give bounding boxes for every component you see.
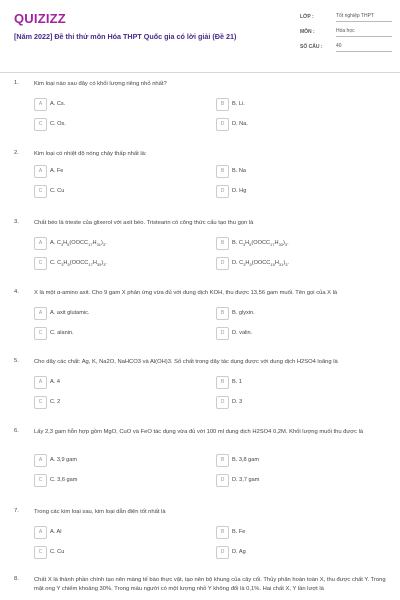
meta-label: SỐ CÂU : bbox=[300, 44, 323, 50]
option-letter-box: D bbox=[216, 118, 229, 131]
option-letter-box: B bbox=[216, 376, 229, 389]
meta-row-question-count bbox=[300, 44, 392, 59]
answer-option-d[interactable] bbox=[216, 474, 386, 487]
option-letter-box: A bbox=[34, 98, 47, 111]
answer-option-d[interactable] bbox=[216, 257, 386, 270]
option-letter-box: A bbox=[34, 376, 47, 389]
option-text: C. 2 bbox=[50, 399, 61, 405]
option-text: A. Cs. bbox=[50, 101, 66, 107]
option-letter-box: C bbox=[34, 118, 47, 131]
question-number: 7. bbox=[14, 508, 19, 514]
answer-option-c[interactable] bbox=[34, 257, 204, 270]
answer-option-b[interactable] bbox=[216, 376, 386, 389]
question-number: 8. bbox=[14, 576, 19, 582]
option-letter-box: B bbox=[216, 526, 229, 539]
option-text: C. $C_3H_5(OOCC_{17}H_{35})_3$. bbox=[50, 260, 107, 268]
option-letter-box: B bbox=[216, 165, 229, 178]
answer-option-c[interactable] bbox=[34, 327, 204, 340]
answer-option-d[interactable] bbox=[216, 118, 386, 131]
option-text: A. $C_3H_5(OOCC_{17}H_{31})_3$. bbox=[50, 240, 107, 248]
option-text: B. Fe bbox=[232, 529, 246, 535]
option-letter-box: B bbox=[216, 307, 229, 320]
option-letter-box: A bbox=[34, 454, 47, 467]
meta-row-class bbox=[300, 14, 392, 29]
question-number: 1. bbox=[14, 80, 19, 86]
option-text: C. Cu bbox=[50, 188, 65, 194]
answer-option-d[interactable] bbox=[216, 396, 386, 409]
option-text: B. $C_3H_5(OOCC_{17}H_{33})_3$. bbox=[232, 240, 289, 248]
option-text: D. Na. bbox=[232, 121, 248, 127]
worksheet-meta bbox=[300, 14, 392, 59]
option-text: A. 4 bbox=[50, 379, 60, 385]
option-text: A. axit glutamic. bbox=[50, 310, 90, 316]
meta-label: MÔN : bbox=[300, 29, 315, 35]
option-letter-box: D bbox=[216, 185, 229, 198]
answer-option-c[interactable] bbox=[34, 546, 204, 559]
option-text: D. 3 bbox=[232, 399, 243, 405]
quizizz-logo: QUIZIZZ bbox=[14, 11, 66, 26]
question-text: Cho dãy các chất: Ag, K, Na2O, NaHCO3 và Al(OH)3. Số chất trong dãy tác dụng được với dung dịch H2SO4 loãng là bbox=[34, 359, 338, 365]
question-text: Lấy 2,3 gam hỗn hợp gồm MgO, CuO và FeO tác dụng vừa đủ với 100 ml dung dịch H2SO4 0,2M. Khối lượng muối thu được là bbox=[34, 429, 364, 435]
question-number: 4. bbox=[14, 289, 19, 295]
answer-option-c[interactable] bbox=[34, 185, 204, 198]
worksheet-header bbox=[0, 0, 400, 72]
meta-value: 40 bbox=[336, 43, 392, 52]
option-letter-box: C bbox=[34, 327, 47, 340]
option-letter-box: A bbox=[34, 165, 47, 178]
option-text: D. 3,7 gam bbox=[232, 477, 260, 483]
question-text: Trong các kim loại sau, kim loại dẫn điện tốt nhất là bbox=[34, 509, 166, 515]
option-letter-box: D bbox=[216, 257, 229, 270]
option-text: A. Fe bbox=[50, 168, 64, 174]
option-text: B. Na bbox=[232, 168, 246, 174]
question-text: Kim loại nào sau đây có khối lượng riêng nhỏ nhất? bbox=[34, 81, 167, 87]
option-letter-box: B bbox=[216, 98, 229, 111]
option-text: D. Ag bbox=[232, 549, 246, 555]
option-letter-box: C bbox=[34, 257, 47, 270]
option-letter-box: D bbox=[216, 474, 229, 487]
question-number: 3. bbox=[14, 219, 19, 225]
answer-option-b[interactable] bbox=[216, 454, 386, 467]
answer-option-d[interactable] bbox=[216, 185, 386, 198]
option-text: B. Li. bbox=[232, 101, 245, 107]
answer-option-a[interactable] bbox=[34, 526, 204, 539]
option-text: B. glyxin. bbox=[232, 310, 255, 316]
option-letter-box: D bbox=[216, 546, 229, 559]
answer-option-d[interactable] bbox=[216, 327, 386, 340]
answer-option-a[interactable] bbox=[34, 165, 204, 178]
option-text: C. 3,6 gam bbox=[50, 477, 78, 483]
meta-value: Tốt nghiệp THPT bbox=[336, 13, 392, 22]
question-text: Chất béo là trieste của glixerol với axit béo. Tristearin có công thức cấu tạo thu gọn là bbox=[34, 220, 254, 226]
answer-option-c[interactable] bbox=[34, 396, 204, 409]
option-letter-box: C bbox=[34, 474, 47, 487]
answer-option-d[interactable] bbox=[216, 546, 386, 559]
question-text: X là một α-amino axit. Cho 9 gam X phản ứng vừa đủ với dung dịch KOH, thu được 13,56 gam muối. Tên gọi của X là bbox=[34, 290, 338, 296]
answer-option-b[interactable] bbox=[216, 307, 386, 320]
option-text: D. valin. bbox=[232, 330, 253, 336]
meta-row-subject bbox=[300, 29, 392, 44]
option-text: B. 3,8 gam bbox=[232, 457, 260, 463]
option-letter-box: D bbox=[216, 327, 229, 340]
meta-label: LỚP : bbox=[300, 14, 314, 20]
option-letter-box: B bbox=[216, 237, 229, 250]
answer-option-c[interactable] bbox=[34, 118, 204, 131]
question-text: Chất X là thành phần chính tạo nên màng tế bào thực vật, tạo nên bộ khung của cây cối. Thủy phân hoàn toàn X, thu được chất Y. Trong mật ong Y chiếm khoảng 30%. Trong máu người có một lượng nhỏ Y không đổi là 0,1%. Hai chất X, Y lần lượt là bbox=[34, 577, 386, 592]
question-number: 6. bbox=[14, 428, 19, 434]
option-text: A. 3,9 gam bbox=[50, 457, 78, 463]
option-text: D. $C_3H_5(OOCC_{15}H_{31})_3$. bbox=[232, 260, 289, 268]
option-letter-box: D bbox=[216, 396, 229, 409]
option-letter-box: B bbox=[216, 454, 229, 467]
question-number: 5. bbox=[14, 358, 19, 364]
answer-option-a[interactable] bbox=[34, 376, 204, 389]
option-letter-box: A bbox=[34, 526, 47, 539]
option-letter-box: C bbox=[34, 396, 47, 409]
option-letter-box: A bbox=[34, 237, 47, 250]
option-letter-box: C bbox=[34, 185, 47, 198]
question-text: Kim loại có nhiệt độ nóng chảy thấp nhất là: bbox=[34, 151, 147, 157]
answer-option-b[interactable] bbox=[216, 526, 386, 539]
answer-option-b[interactable] bbox=[216, 165, 386, 178]
option-text: C. alanin. bbox=[50, 330, 74, 336]
option-text: B. 1 bbox=[232, 379, 242, 385]
worksheet-title: [Năm 2022] Đề thi thử môn Hóa THPT Quốc gia có lời giải (Đề 21) bbox=[14, 32, 237, 41]
option-text: A. Al bbox=[50, 529, 62, 535]
answer-option-a[interactable] bbox=[34, 307, 204, 320]
question-number: 2. bbox=[14, 150, 19, 156]
answer-option-a[interactable] bbox=[34, 454, 204, 467]
option-text: D. Hg bbox=[232, 188, 247, 194]
answer-option-a[interactable] bbox=[34, 237, 204, 250]
answer-option-a[interactable] bbox=[34, 98, 204, 111]
header-divider bbox=[0, 72, 400, 73]
answer-option-c[interactable] bbox=[34, 474, 204, 487]
answer-option-b[interactable] bbox=[216, 237, 386, 250]
option-text: C. Os. bbox=[50, 121, 66, 127]
option-text: C. Cu bbox=[50, 549, 65, 555]
option-letter-box: C bbox=[34, 546, 47, 559]
meta-value: Hóa học bbox=[336, 28, 392, 37]
option-letter-box: A bbox=[34, 307, 47, 320]
answer-option-b[interactable] bbox=[216, 98, 386, 111]
